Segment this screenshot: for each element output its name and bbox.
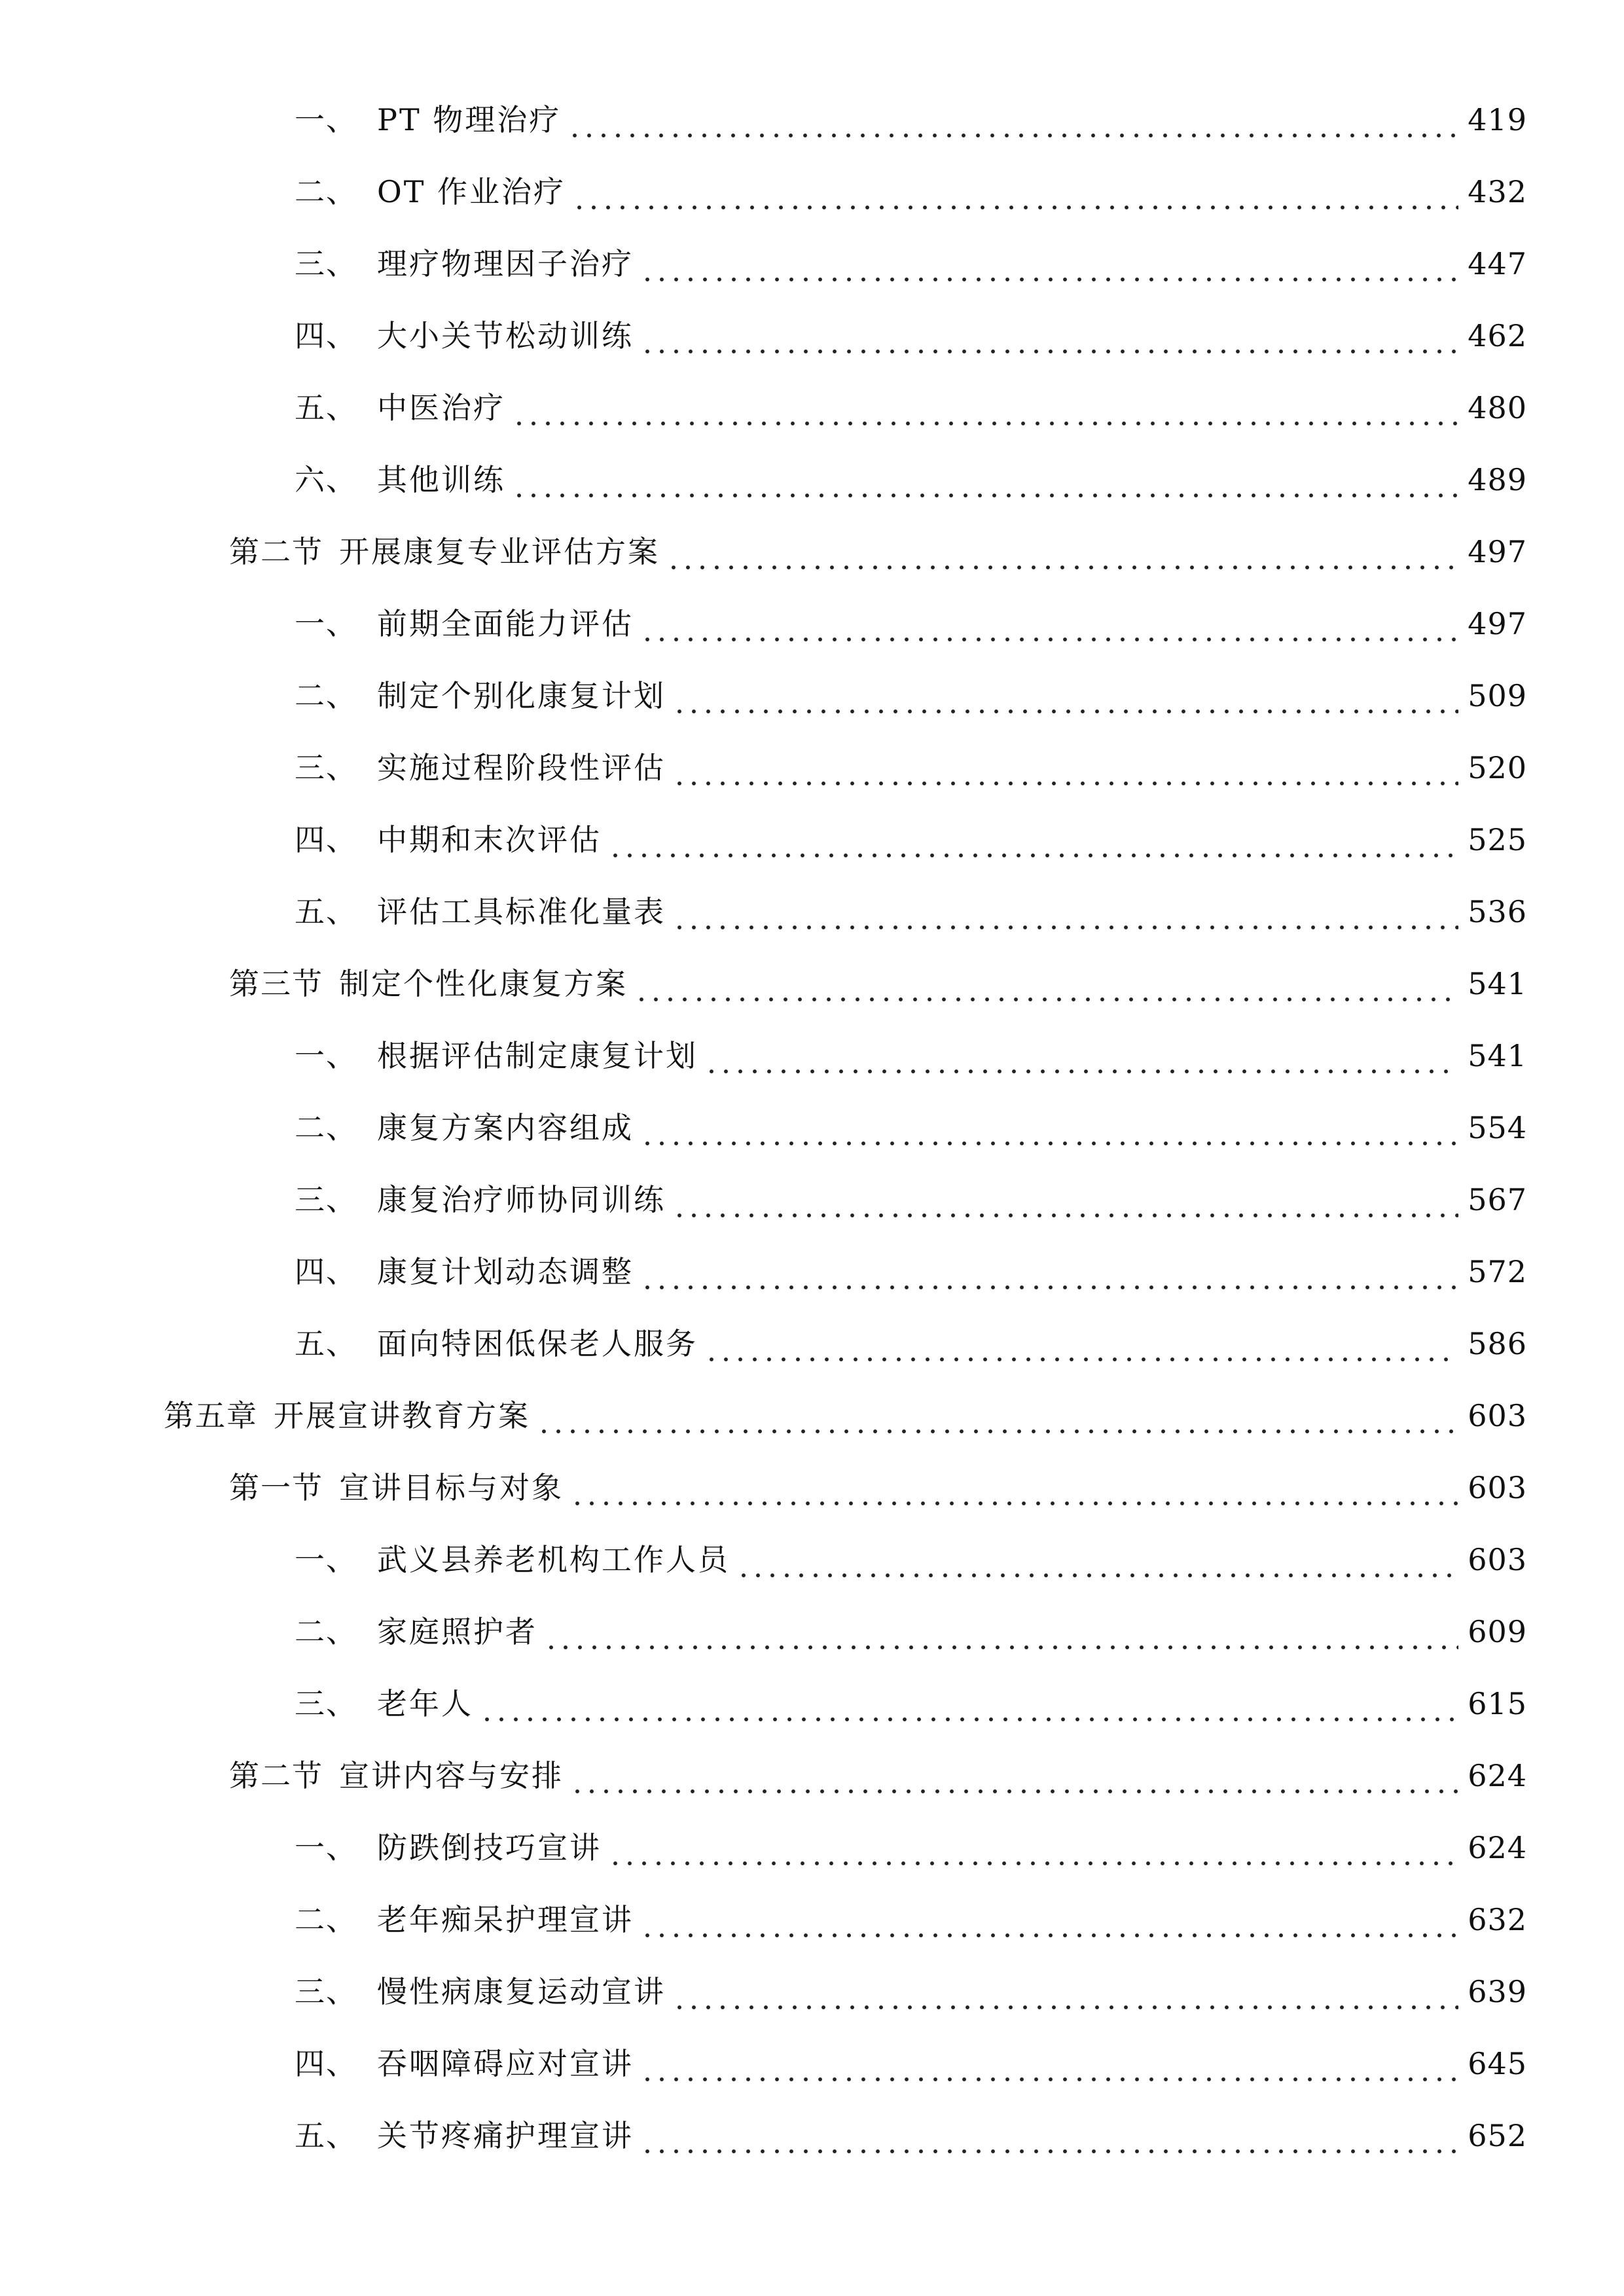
toc-entry-title: 中医治疗 [377,390,505,425]
dot-leader [570,1458,1458,1517]
toc-entry-number: 二、 [295,1110,357,1145]
toc-entry-title: PT 物理治疗 [377,102,562,137]
toc-entry-number: 四、 [295,822,357,857]
toc-entry-title: 武义县养老机构工作人员 [377,1542,730,1577]
toc-entry-title: 开展康复专业评估方案 [339,534,660,569]
toc-entry-number: 第三节 [229,966,323,1001]
toc-entry-page: 541 [1468,1038,1527,1073]
toc-entry-page: 509 [1468,678,1527,713]
toc-entry-page: 525 [1468,822,1527,857]
dot-leader [640,1098,1458,1157]
dot-leader [704,1026,1458,1085]
toc-entry[interactable] [295,1602,1527,1661]
toc-entry-title: 其他训练 [377,462,505,497]
toc-entry-page: 603 [1468,1398,1527,1433]
toc-entry-page: 462 [1468,318,1527,353]
toc-entry-page: 603 [1468,1470,1527,1505]
toc-entry-page: 645 [1468,2046,1527,2081]
toc-entry[interactable] [295,2106,1527,2165]
toc-entry[interactable] [295,1674,1527,1733]
toc-entry-number: 第二节 [229,534,323,569]
toc-entry-page: 624 [1468,1830,1527,1865]
toc-entry[interactable] [295,1818,1527,1877]
toc-entry[interactable] [295,1242,1527,1301]
toc-entry[interactable] [295,234,1527,293]
toc-entry-number: 二、 [295,1614,357,1649]
dot-leader [672,1962,1458,2021]
toc-entry-number: 二、 [295,1902,357,1937]
toc-entry[interactable] [295,738,1527,797]
toc-entry-number: 三、 [295,1974,357,2009]
toc-entry-number: 三、 [295,1182,357,1217]
toc-entry-title: 康复治疗师协同训练 [377,1182,666,1217]
toc-section-heading[interactable] [229,1458,1527,1517]
dot-leader [570,1746,1458,1805]
toc-entry[interactable] [295,594,1527,653]
toc-entry-number: 二、 [295,174,357,209]
toc-entry-title: 制定个性化康复方案 [339,966,628,1001]
toc-entry-title: 关节疼痛护理宣讲 [377,2118,634,2153]
toc-entry-page: 432 [1468,174,1527,209]
toc-entry[interactable] [295,882,1527,941]
toc-entry-page: 497 [1468,534,1527,569]
toc-entry[interactable] [295,1098,1527,1157]
toc-entry[interactable] [295,450,1527,509]
dot-leader [480,1674,1458,1733]
toc-entry-page: 609 [1468,1614,1527,1649]
toc-entry-page: 520 [1468,750,1527,785]
toc-entry-number: 三、 [295,246,357,281]
toc-entry-title: OT 作业治疗 [377,174,566,209]
toc-entry-title: 康复方案内容组成 [377,1110,634,1145]
toc-entry-number: 五、 [295,2118,357,2153]
dot-leader [640,1890,1458,1949]
toc-entry-title: 老年痴呆护理宣讲 [377,1902,634,1937]
toc-entry-number: 一、 [295,1542,357,1577]
toc-entry[interactable] [295,666,1527,725]
dot-leader [537,1386,1458,1445]
dot-leader [640,594,1458,653]
toc-section-heading[interactable] [229,522,1527,581]
toc-entry-page: 603 [1468,1542,1527,1577]
toc-entry-title: 评估工具标准化量表 [377,894,666,929]
toc-entry[interactable] [295,1170,1527,1229]
toc-entry-page: 480 [1468,390,1527,425]
toc-entry[interactable] [295,306,1527,365]
toc-entry-title: 防跌倒技巧宣讲 [377,1830,602,1865]
dot-leader [672,1170,1458,1229]
toc-entry[interactable] [295,1530,1527,1589]
dot-leader [666,522,1458,581]
toc-entry-page: 572 [1468,1254,1527,1289]
dot-leader [608,810,1458,869]
toc-entry-number: 五、 [295,894,357,929]
toc-entry-page: 567 [1468,1182,1527,1217]
dot-leader [512,378,1458,437]
toc-entry-page: 419 [1468,102,1527,137]
toc-entry[interactable] [295,2034,1527,2093]
dot-leader [640,2106,1458,2165]
toc-entry-number: 四、 [295,318,357,353]
toc-entry-number: 一、 [295,1830,357,1865]
toc-entry-page: 624 [1468,1758,1527,1793]
toc-entry-page: 554 [1468,1110,1527,1145]
toc-entry[interactable] [295,1314,1527,1373]
toc-entry-page: 541 [1468,966,1527,1001]
toc-entry-page: 615 [1468,1686,1527,1721]
toc-entry-page: 489 [1468,462,1527,497]
dot-leader [640,234,1458,293]
toc-entry-title: 大小关节松动训练 [377,318,634,353]
toc-entry-number: 第一节 [229,1470,323,1505]
toc-entry-page: 632 [1468,1902,1527,1937]
toc-entry-title: 制定个别化康复计划 [377,678,666,713]
toc-entry-title: 实施过程阶段性评估 [377,750,666,785]
toc-entry-number: 三、 [295,1686,357,1721]
toc-entry-number: 四、 [295,2046,357,2081]
toc-entry-number: 六、 [295,462,357,497]
toc-entry-page: 586 [1468,1326,1527,1361]
toc-entry-number: 二、 [295,678,357,713]
toc-entry-title: 理疗物理因子治疗 [377,246,634,281]
toc-entry-number: 三、 [295,750,357,785]
toc-entry-title: 根据评估制定康复计划 [377,1038,698,1073]
dot-leader [672,882,1458,941]
toc-chapter-heading[interactable] [164,1386,1527,1445]
toc-entry[interactable] [295,90,1527,149]
toc-entry-page: 447 [1468,246,1527,281]
toc-entry[interactable] [295,378,1527,437]
dot-leader [634,954,1458,1013]
toc-entry-page: 497 [1468,606,1527,641]
dot-leader [736,1530,1458,1589]
toc-section-heading[interactable] [229,954,1527,1013]
toc-entry-number: 第五章 [164,1398,258,1433]
dot-leader [572,162,1458,221]
dot-leader [568,90,1458,149]
toc-entry-title: 慢性病康复运动宣讲 [377,1974,666,2009]
toc-entry-title: 吞咽障碍应对宣讲 [377,2046,634,2081]
toc-entry[interactable] [295,1962,1527,2021]
toc-entry-title: 康复计划动态调整 [377,1254,634,1289]
dot-leader [640,1242,1458,1301]
toc-entry-number: 五、 [295,1326,357,1361]
toc-entry-number: 一、 [295,606,357,641]
dot-leader [544,1602,1458,1661]
toc-entry-title: 宣讲目标与对象 [339,1470,564,1505]
toc-entry-number: 一、 [295,102,357,137]
toc-entry[interactable] [295,810,1527,869]
toc-section-heading[interactable] [229,1746,1527,1805]
toc-entry-page: 652 [1468,2118,1527,2153]
dot-leader [672,666,1458,725]
toc-entry[interactable] [295,1026,1527,1085]
dot-leader [704,1314,1458,1373]
toc-entry[interactable] [295,1890,1527,1949]
toc-entry-number: 五、 [295,390,357,425]
dot-leader [640,2034,1458,2093]
toc-entry-number: 一、 [295,1038,357,1073]
toc-entry-page: 639 [1468,1974,1527,2009]
toc-entry-number: 第二节 [229,1758,323,1793]
toc-entry-page: 536 [1468,894,1527,929]
dot-leader [512,450,1458,509]
toc-entry-number: 四、 [295,1254,357,1289]
dot-leader [672,738,1458,797]
toc-entry-title: 宣讲内容与安排 [339,1758,564,1793]
toc-entry-title: 中期和末次评估 [377,822,602,857]
toc-entry-title: 开展宣讲教育方案 [274,1398,530,1433]
toc-entry-title: 前期全面能力评估 [377,606,634,641]
toc-entry[interactable] [295,162,1527,221]
dot-leader [608,1818,1458,1877]
toc-entry-title: 老年人 [377,1686,473,1721]
dot-leader [640,306,1458,365]
toc-entry-title: 面向特困低保老人服务 [377,1326,698,1361]
toc-entry-title: 家庭照护者 [377,1614,537,1649]
